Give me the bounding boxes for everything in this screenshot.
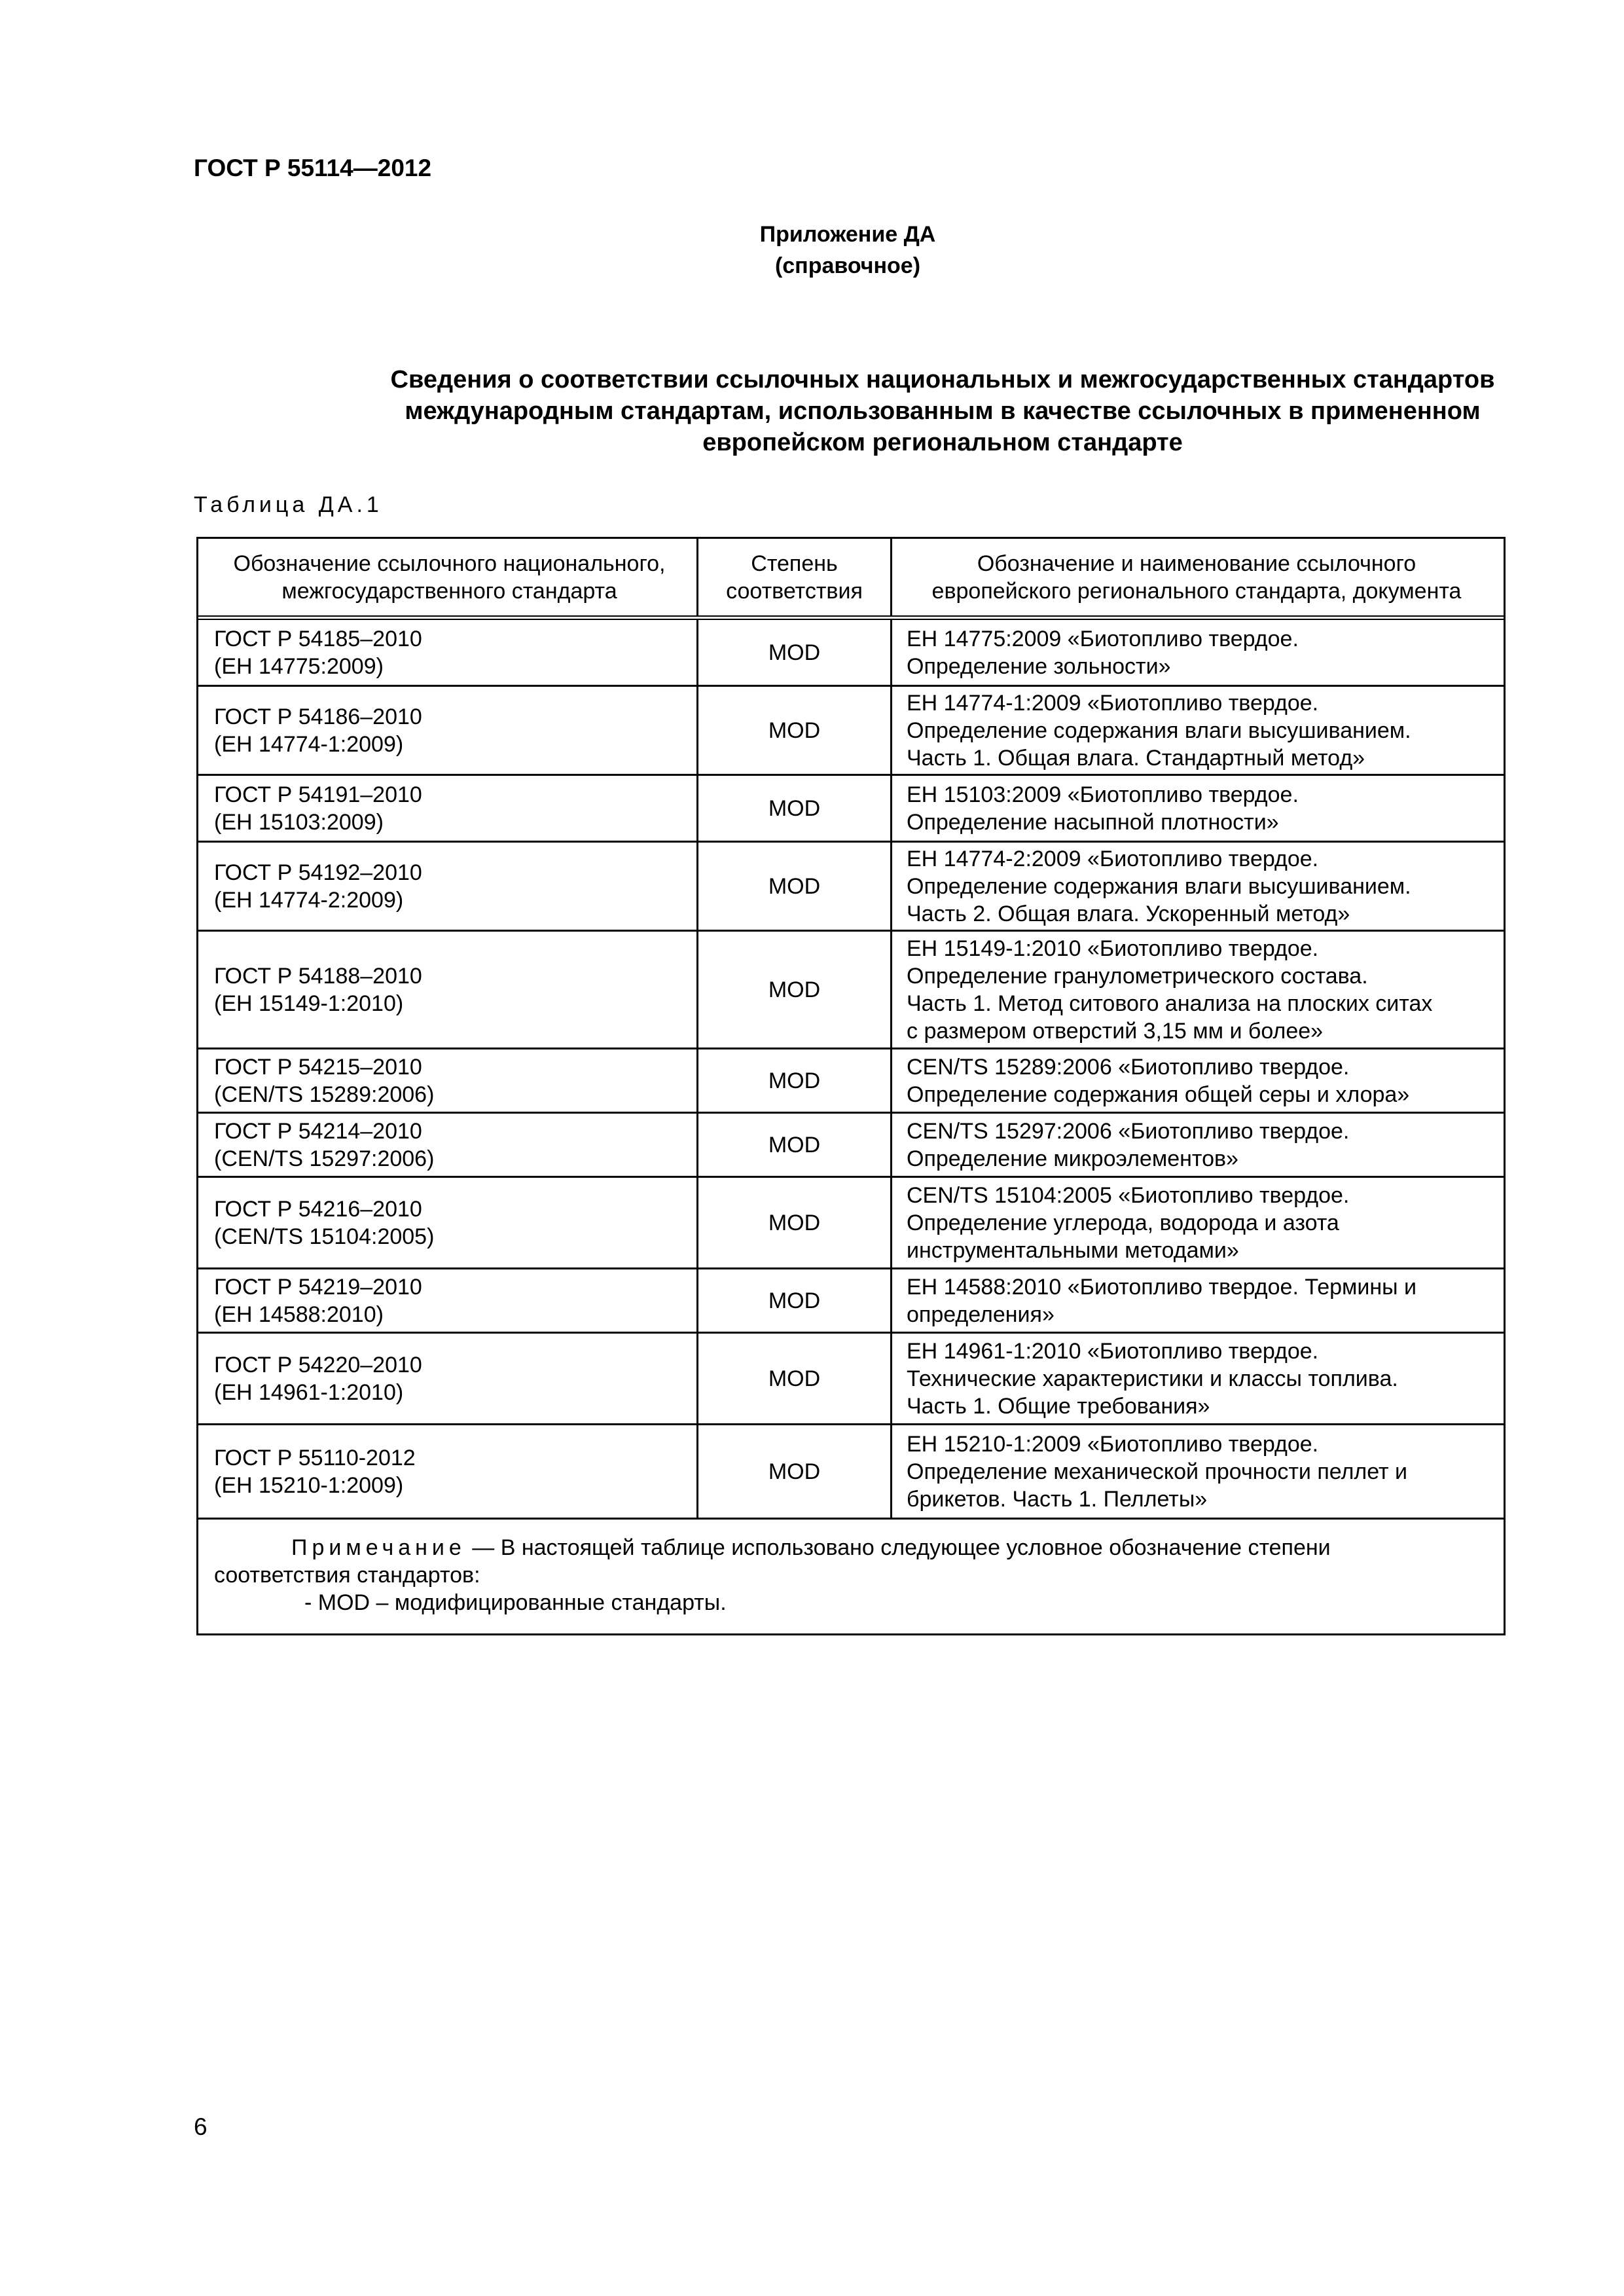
european-standard-cell <box>892 776 1504 841</box>
european-standard-cell <box>892 687 1504 774</box>
european-standard-cell <box>892 1425 1504 1518</box>
cell-line: брикетов. Часть 1. Пеллеты» <box>907 1486 1208 1512</box>
cell-line: (ЕН 15149-1:2010) <box>214 991 404 1016</box>
cell-line: ЕН 14588:2010 «Биотопливо твердое. Термины и <box>907 1274 1417 1300</box>
note-item: - MOD – модифицированные стандарты. <box>304 1590 727 1615</box>
cell-line: (ЕН 14774-1:2009) <box>214 731 404 757</box>
national-standard-cell <box>198 1178 698 1267</box>
cell-line: CEN/TS 15297:2006 «Биотопливо твердое. <box>907 1118 1350 1144</box>
cell-line: CEN/TS 15289:2006 «Биотопливо твердое. <box>907 1054 1350 1080</box>
cell-line: ГОСТ Р 55110-2012 <box>214 1445 416 1470</box>
degree-value: MOD <box>768 718 821 743</box>
cell-line: (CEN/TS 15104:2005) <box>214 1224 435 1249</box>
degree-value: MOD <box>768 1288 821 1313</box>
national-standard-cell <box>198 1049 698 1112</box>
cell-line: ЕН 15210-1:2009 «Биотопливо твердое. <box>907 1431 1319 1457</box>
degree-cell <box>698 1425 892 1518</box>
cell-line: Определение насыпной плотности» <box>907 809 1279 835</box>
header-line: Обозначение ссылочного национального, <box>233 551 666 576</box>
table-row <box>198 1114 1504 1178</box>
cell-line: CEN/TS 15104:2005 «Биотопливо твердое. <box>907 1182 1350 1208</box>
cell-line: ГОСТ Р 54192–2010 <box>214 860 422 885</box>
european-standard-cell <box>892 843 1504 930</box>
degree-value: MOD <box>768 640 821 665</box>
cell-line: определения» <box>907 1302 1055 1327</box>
table-caption: Таблица ДА.1 <box>194 492 383 517</box>
cell-line: (CEN/TS 15297:2006) <box>214 1146 435 1171</box>
cell-line: Определение содержания влаги высушиванием. <box>907 718 1411 743</box>
cell-line: (ЕН 14588:2010) <box>214 1302 384 1327</box>
table-row <box>198 1178 1504 1269</box>
cell-line: ГОСТ Р 54219–2010 <box>214 1274 422 1300</box>
table-row <box>198 687 1504 776</box>
degree-cell <box>698 1114 892 1176</box>
national-standard-cell <box>198 1114 698 1176</box>
european-standard-cell <box>892 1049 1504 1112</box>
degree-cell <box>698 776 892 841</box>
national-standard-cell <box>198 843 698 930</box>
cell-line: ГОСТ Р 54220–2010 <box>214 1352 422 1377</box>
title-line: международным стандартам, использованным в качестве ссылочных в примененном <box>405 397 1481 425</box>
degree-cell <box>698 1269 892 1332</box>
page-number: 6 <box>194 2113 208 2140</box>
cell-line: (ЕН 14774-2:2009) <box>214 887 404 913</box>
header-national-standard <box>198 539 698 615</box>
cell-line: Часть 1. Общие требования» <box>907 1393 1210 1419</box>
cell-line: инструментальными методами» <box>907 1237 1239 1263</box>
table-note <box>198 1520 1504 1633</box>
standards-table <box>196 537 1506 1635</box>
table-row <box>198 1049 1504 1114</box>
cell-line: Определение механической прочности пеллет и <box>907 1459 1408 1484</box>
national-standard-cell <box>198 687 698 774</box>
document-code: ГОСТ Р 55114—2012 <box>194 155 432 181</box>
appendix-heading <box>0 219 1624 282</box>
cell-line: Часть 1. Общая влага. Стандартный метод» <box>907 745 1365 771</box>
title-line: европейском региональном стандарте <box>702 429 1183 456</box>
national-standard-cell <box>198 1425 698 1518</box>
note-text: — В настоящей таблице использовано следующее условное обозначение степени <box>465 1535 1331 1560</box>
document-title <box>196 364 1624 458</box>
degree-cell <box>698 932 892 1048</box>
header-degree <box>698 539 892 615</box>
degree-value: MOD <box>768 1132 821 1157</box>
appendix-type: (справочное) <box>774 253 921 278</box>
table-row <box>198 932 1504 1049</box>
degree-value: MOD <box>768 873 821 899</box>
national-standard-cell <box>198 620 698 685</box>
cell-line: ГОСТ Р 54185–2010 <box>214 626 422 651</box>
cell-line: (ЕН 14961-1:2010) <box>214 1379 404 1405</box>
cell-line: Определение микроэлементов» <box>907 1146 1238 1171</box>
degree-value: MOD <box>768 1366 821 1391</box>
note-label: Примечание <box>291 1535 466 1560</box>
degree-cell <box>698 687 892 774</box>
cell-line: Определение гранулометрического состава. <box>907 963 1368 989</box>
degree-value: MOD <box>768 1210 821 1235</box>
european-standard-cell <box>892 932 1504 1048</box>
header-line: Степень <box>751 551 838 576</box>
cell-line: ГОСТ Р 54215–2010 <box>214 1054 422 1080</box>
table-row <box>198 776 1504 843</box>
table-row <box>198 1425 1504 1520</box>
header-line: соответствия <box>726 578 863 604</box>
degree-cell <box>698 1049 892 1112</box>
degree-value: MOD <box>768 1068 821 1093</box>
european-standard-cell <box>892 1114 1504 1176</box>
degree-cell <box>698 843 892 930</box>
header-line: европейского регионального стандарта, документа <box>931 578 1462 604</box>
cell-line: Определение зольности» <box>907 653 1171 679</box>
table-row <box>198 1269 1504 1334</box>
cell-line: ЕН 14774-1:2009 «Биотопливо твердое. <box>907 690 1319 716</box>
note-text: соответствия стандартов: <box>214 1563 480 1588</box>
cell-line: Часть 2. Общая влага. Ускоренный метод» <box>907 901 1350 926</box>
header-european-standard <box>892 539 1504 615</box>
cell-line: ЕН 14775:2009 «Биотопливо твердое. <box>907 626 1299 651</box>
national-standard-cell <box>198 776 698 841</box>
cell-line: Определение содержания влаги высушиванием. <box>907 873 1411 899</box>
european-standard-cell <box>892 1334 1504 1423</box>
cell-line: ГОСТ Р 54216–2010 <box>214 1196 422 1222</box>
table-row <box>198 843 1504 932</box>
note-first-line <box>214 1534 1488 1561</box>
cell-line: ГОСТ Р 54214–2010 <box>214 1118 422 1144</box>
degree-value: MOD <box>768 795 821 821</box>
cell-line: Технические характеристики и классы топлива. <box>907 1366 1398 1391</box>
degree-cell <box>698 620 892 685</box>
national-standard-cell <box>198 1334 698 1423</box>
cell-line: (ЕН 14775:2009) <box>214 653 384 679</box>
table-row <box>198 620 1504 687</box>
cell-line: (CEN/TS 15289:2006) <box>214 1082 435 1107</box>
cell-line: ГОСТ Р 54186–2010 <box>214 704 422 729</box>
table-header-row <box>198 539 1504 620</box>
cell-line: ГОСТ Р 54188–2010 <box>214 963 422 989</box>
cell-line: с размером отверстий 3,15 мм и более» <box>907 1018 1324 1044</box>
header-line: межгосударственного стандарта <box>281 578 617 604</box>
cell-line: ГОСТ Р 54191–2010 <box>214 782 422 807</box>
cell-line: Определение углерода, водорода и азота <box>907 1210 1339 1235</box>
degree-value: MOD <box>768 977 821 1002</box>
national-standard-cell <box>198 1269 698 1332</box>
cell-line: ЕН 14774-2:2009 «Биотопливо твердое. <box>907 846 1319 871</box>
degree-cell <box>698 1178 892 1267</box>
cell-line: ЕН 14961-1:2010 «Биотопливо твердое. <box>907 1338 1319 1364</box>
title-line: Сведения о соответствии ссылочных национальных и межгосударственных стандартов <box>390 366 1495 393</box>
cell-line: (ЕН 15103:2009) <box>214 809 384 835</box>
table-row <box>198 1334 1504 1425</box>
national-standard-cell <box>198 932 698 1048</box>
european-standard-cell <box>892 1178 1504 1267</box>
cell-line: Часть 1. Метод ситового анализа на плоских ситах <box>907 991 1433 1016</box>
degree-cell <box>698 1334 892 1423</box>
european-standard-cell <box>892 620 1504 685</box>
cell-line: ЕН 15103:2009 «Биотопливо твердое. <box>907 782 1299 807</box>
header-line: Обозначение и наименование ссылочного <box>977 551 1416 576</box>
european-standard-cell <box>892 1269 1504 1332</box>
cell-line: Определение содержания общей серы и хлора» <box>907 1082 1410 1107</box>
cell-line: (ЕН 15210-1:2009) <box>214 1472 404 1498</box>
cell-line: ЕН 15149-1:2010 «Биотопливо твердое. <box>907 936 1319 961</box>
appendix-label: Приложение ДА <box>759 222 936 247</box>
degree-value: MOD <box>768 1459 821 1484</box>
